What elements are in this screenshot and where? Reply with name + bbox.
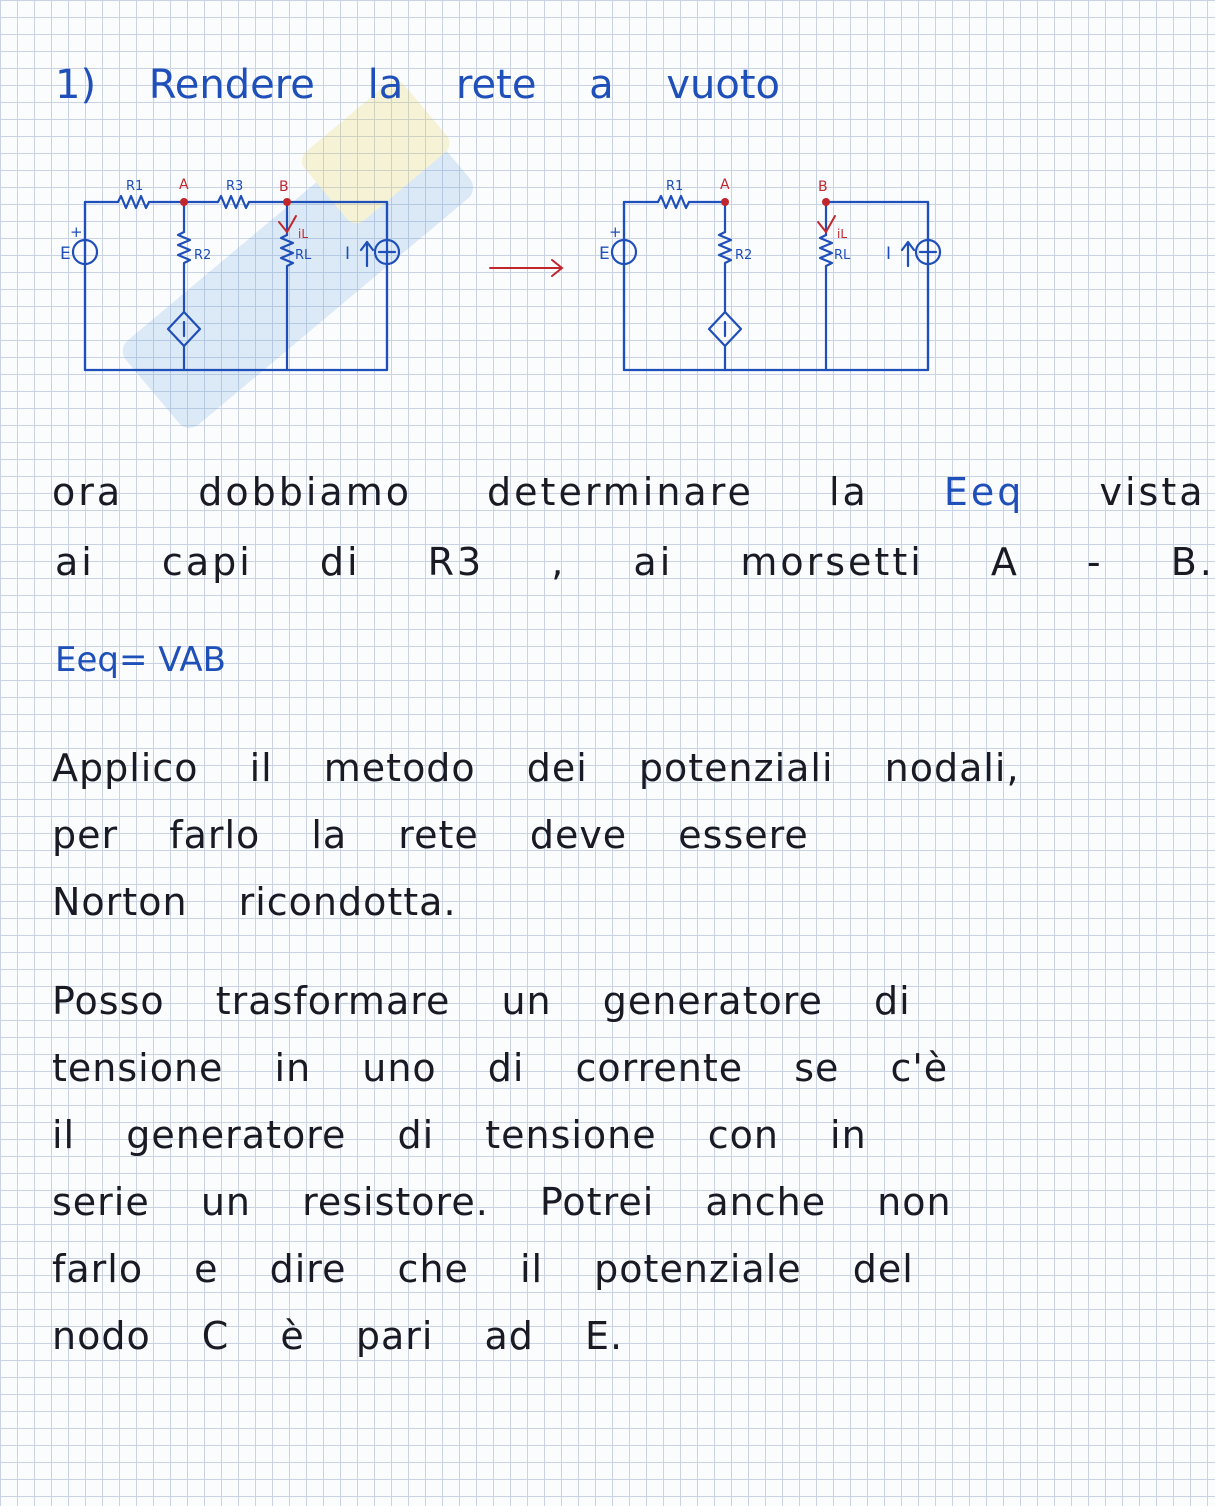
label-e-right: E: [599, 244, 610, 264]
intro-line-1-text: ora dobbiamo determinare la: [52, 470, 869, 514]
label-rl-right: RL: [834, 248, 851, 263]
resistor-r1-right: [658, 196, 689, 208]
resistor-r1: [118, 196, 149, 208]
label-i: I: [345, 244, 351, 264]
text-line: per farlo la rete deve essere: [52, 813, 809, 857]
label-node-b: B: [279, 179, 289, 195]
intro-line-1-end: vista: [1099, 470, 1206, 514]
label-node-a: A: [179, 177, 189, 193]
paragraph-nodal-method: [52, 735, 1097, 936]
text-line: farlo e dire che il potenziale del: [52, 1247, 914, 1291]
node-a-dot-right: [721, 198, 729, 206]
resistor-r3: [218, 196, 249, 208]
label-r2: R2: [194, 248, 212, 263]
label-e: E: [60, 244, 71, 264]
text-line: Posso trasformare un generatore di: [52, 979, 911, 1023]
text-line: nodo C è pari ad E.: [52, 1314, 624, 1358]
paragraph-source-transformation: [52, 968, 1097, 1370]
node-b-dot: [283, 198, 291, 206]
resistor-rl-right: [820, 235, 832, 370]
label-r1: R1: [126, 179, 144, 194]
text-line: Applico il metodo dei potenziali nodali,: [52, 746, 1020, 790]
label-il-right: iL: [837, 227, 848, 241]
node-a-dot: [180, 198, 188, 206]
label-r3: R3: [226, 179, 244, 194]
formula: Eeq= VAB: [55, 640, 226, 680]
label-r1-right: R1: [666, 179, 684, 194]
eep-symbol: Eeq: [943, 470, 1025, 514]
label-plus-right: +: [609, 223, 622, 241]
label-r2-right: R2: [735, 248, 753, 263]
label-node-b-right: B: [818, 179, 828, 195]
label-node-a-right: A: [720, 177, 730, 193]
circuits-figure: [0, 0, 1148, 430]
resistor-rl: [281, 235, 293, 370]
text-line: tensione in uno di corrente se c'è: [52, 1046, 949, 1090]
label-rl: RL: [295, 248, 312, 263]
page-title: 1) Rendere la rete a vuoto: [55, 62, 781, 108]
transform-arrow: [490, 260, 562, 276]
label-plus: +: [70, 223, 83, 241]
text-line: serie un resistore. Potrei anche non: [52, 1180, 952, 1224]
text-line: Norton ricondotta.: [52, 880, 457, 924]
intro-line-1: [52, 470, 1206, 514]
label-i-right: I: [886, 244, 892, 264]
resistor-r2-right: [719, 232, 731, 312]
node-b-dot-right: [822, 198, 830, 206]
label-il: iL: [298, 227, 309, 241]
resistor-r2: [178, 232, 190, 312]
text-line: il generatore di tensione con in: [52, 1113, 867, 1157]
intro-line-2: ai capi di R3 , ai morsetti A - B.: [55, 540, 1215, 584]
